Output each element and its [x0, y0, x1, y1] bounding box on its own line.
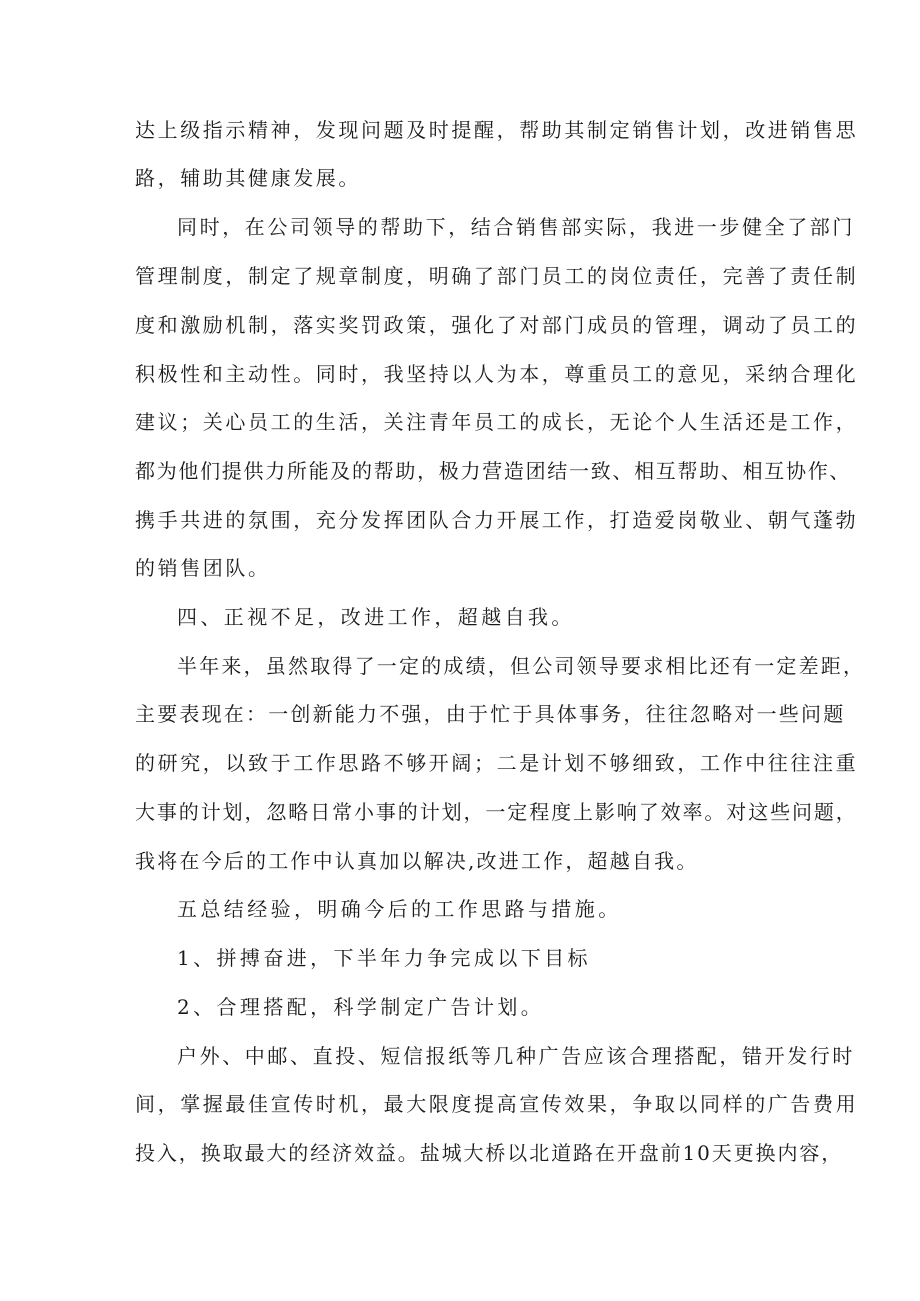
paragraph-line-14: 的研究，以致于工作思路不够开阔；二是计划不够细致，工作中往往注重: [135, 751, 859, 775]
paragraph-line-4: 管理制度，制定了规章制度，明确了部门员工的岗位责任，完善了责任制: [135, 264, 859, 288]
paragraph-line-10: 的销售团队。: [135, 556, 271, 580]
paragraph-line-20: 户外、中邮、直投、短信报纸等几种广告应该合理搭配，错开发行时: [177, 1044, 855, 1068]
paragraph-line-9: 携手共进的氛围，充分发挥团队合力开展工作，打造爱岗敬业、朝气蓬勃: [135, 508, 859, 532]
paragraph-line-12: 半年来，虽然取得了一定的成绩，但公司领导要求相比还有一定差距，: [177, 654, 866, 678]
paragraph-line-7: 建议；关心员工的生活，关注青年员工的成长，无论个人生活还是工作，: [135, 410, 859, 434]
paragraph-line-21: 间，掌握最佳宣传时机，最大限度提高宣传效果，争取以同样的广告费用: [135, 1092, 859, 1116]
paragraph-line-13: 主要表现在：一创新能力不强，由于忙于具体事务，往往忽略对一些问题: [135, 702, 846, 726]
list-item-2: 2、合理搭配，科学制定广告计划。: [177, 995, 545, 1019]
paragraph-line-1: 达上级指示精神，发现问题及时提醒，帮助其制定销售计划，改进销售思: [135, 118, 859, 142]
paragraph-line-3: 同时，在公司领导的帮助下，结合销售部实际，我进一步健全了部门: [177, 215, 855, 239]
section-heading-4: 四、正视不足，改进工作，超越自我。: [177, 605, 575, 629]
paragraph-line-2: 路，辅助其健康发展。: [135, 166, 361, 190]
paragraph-line-16: 我将在今后的工作中认真加以解决,改进工作，超越自我。: [135, 849, 699, 873]
list-item-1: 1、拼搏奋进，下半年力争完成以下目标: [177, 946, 591, 970]
paragraph-line-22: 投入，换取最大的经济效益。盐城大桥以北道路在开盘前10天更换内容，: [135, 1141, 844, 1165]
paragraph-line-8: 都为他们提供力所能及的帮助，极力营造团结一致、相互帮助、相互协作、: [135, 459, 852, 483]
section-heading-5: 五总结经验，明确今后的工作思路与措施。: [177, 897, 622, 921]
paragraph-line-6: 积极性和主动性。同时，我坚持以人为本，尊重员工的意见，采纳合理化: [135, 362, 859, 386]
paragraph-line-5: 度和激励机制，落实奖罚政策，强化了对部门成员的管理，调动了员工的: [135, 313, 859, 337]
paragraph-line-15: 大事的计划，忽略日常小事的计划，一定程度上影响了效率。对这些问题，: [135, 800, 858, 824]
